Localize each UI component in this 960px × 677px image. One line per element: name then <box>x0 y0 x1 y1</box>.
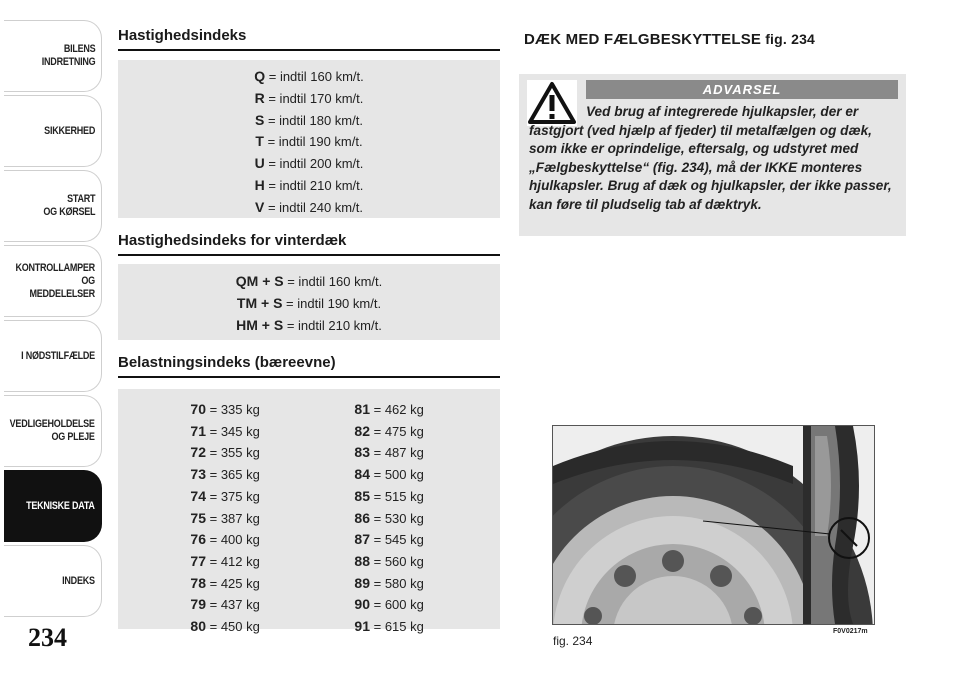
load-index-row: 71 = 345 kg <box>190 422 260 439</box>
load-index-row: 80 = 450 kg <box>190 618 260 635</box>
winter-index-row: HM + S = indtil 210 km/t. <box>236 316 382 333</box>
speed-index-row: H = indtil 210 km/t. <box>254 176 364 193</box>
load-index-row: 88 = 560 kg <box>354 552 424 569</box>
speed-index-row: Q = indtil 160 km/t. <box>254 68 364 84</box>
load-index-row: 91 = 615 kg <box>354 618 424 635</box>
load-index-row: 89 = 580 kg <box>354 574 424 591</box>
figure-code: F0V0217m <box>833 628 868 635</box>
winter-speed-index-heading: Hastighedsindeks for vinterdæk <box>118 232 500 256</box>
speed-index-row: U = indtil 200 km/t. <box>254 155 364 172</box>
winter-index-row: QM + S = indtil 160 km/t. <box>235 273 383 289</box>
chapter-sidebar <box>0 0 104 660</box>
tab-kontrollamper[interactable] <box>4 245 102 317</box>
tab-label: BILENS INDRETNING <box>41 43 95 68</box>
tab-label: START OG KØRSEL <box>43 193 95 218</box>
load-index-row: 72 = 355 kg <box>190 444 260 461</box>
tab-i-nodstilfaelde[interactable] <box>4 320 102 392</box>
tab-bilens-indretning[interactable] <box>4 20 102 92</box>
warning-title: ADVARSEL <box>586 80 898 99</box>
load-index-row: 84 = 500 kg <box>354 466 424 483</box>
load-index-row: 76 = 400 kg <box>190 531 260 548</box>
load-index-row: 82 = 475 kg <box>354 422 424 439</box>
load-index-heading: Belastningsindeks (bæreevne) <box>118 354 500 378</box>
load-index-box <box>118 389 500 635</box>
speed-index-box <box>118 60 500 218</box>
tab-label: TEKNISKE DATA <box>26 499 95 512</box>
load-index-row: 79 = 437 kg <box>190 596 260 613</box>
warning-box <box>519 74 906 236</box>
load-index-row: 75 = 387 kg <box>190 509 260 526</box>
winter-index-row: TM + S = indtil 190 km/t. <box>236 294 382 311</box>
speed-index-heading: Hastighedsindeks <box>118 27 500 51</box>
tab-indeks[interactable] <box>4 545 102 617</box>
page-number: 234 <box>28 623 67 652</box>
rim-protector-heading: DÆK MED FÆLGBESKYTTELSE fig. 234 <box>524 31 816 48</box>
tab-vedligeholdelse[interactable] <box>4 395 102 467</box>
tab-sikkerhed[interactable] <box>4 95 102 167</box>
tab-label: KONTROLLAMPER OG MEDDELELSER <box>15 261 95 300</box>
load-index-row: 73 = 365 kg <box>190 466 260 483</box>
load-index-row: 90 = 600 kg <box>354 596 424 613</box>
tab-label: VEDLIGEHOLDELSE OG PLEJE <box>9 418 95 443</box>
tab-label: I NØDSTILFÆLDE <box>21 349 95 362</box>
load-index-row: 74 = 375 kg <box>190 487 260 504</box>
load-index-left-column <box>186 399 260 638</box>
speed-index-row: V = indtil 240 km/t. <box>255 198 363 215</box>
figure-tire-rim-protector <box>552 425 875 625</box>
tab-start-og-korsel[interactable] <box>4 170 102 242</box>
load-index-row: 81 = 462 kg <box>354 401 424 417</box>
speed-index-row: T = indtil 190 km/t. <box>255 133 363 150</box>
load-index-row: 86 = 530 kg <box>354 509 424 526</box>
load-index-row: 78 = 425 kg <box>190 574 260 591</box>
speed-index-row: S = indtil 180 km/t. <box>255 111 363 128</box>
load-index-row: 83 = 487 kg <box>354 444 424 461</box>
winter-speed-index-box <box>118 264 500 340</box>
tab-label: SIKKERHED <box>44 124 95 137</box>
load-index-row: 77 = 412 kg <box>190 552 260 569</box>
load-index-row: 87 = 545 kg <box>354 531 424 548</box>
figure-caption: fig. 234 <box>553 634 593 648</box>
speed-index-row: R = indtil 170 km/t. <box>254 89 364 106</box>
warning-text: Ved brug af integrerede hjulkapsler, der er fastgjort (ved hjælp af fjeder) til metalfælgen og dæk, som ikke er oprindelige, eftersalg, og udstyret med „Fælgbeskyttelse“ (fig. 234), må der IKKE monteres hjulkapsler. Brug af dæk og hjulkapsler, der ikke passer, kan føre til pludselig tab af dæktryk. <box>529 104 892 212</box>
tab-tekniske-data[interactable] <box>4 470 102 542</box>
load-index-row: 85 = 515 kg <box>354 487 424 504</box>
tab-label: INDEKS <box>62 574 95 587</box>
load-index-row: 70 = 335 kg <box>190 401 260 417</box>
tire-illustration <box>553 426 874 624</box>
load-index-right-column <box>350 399 424 638</box>
